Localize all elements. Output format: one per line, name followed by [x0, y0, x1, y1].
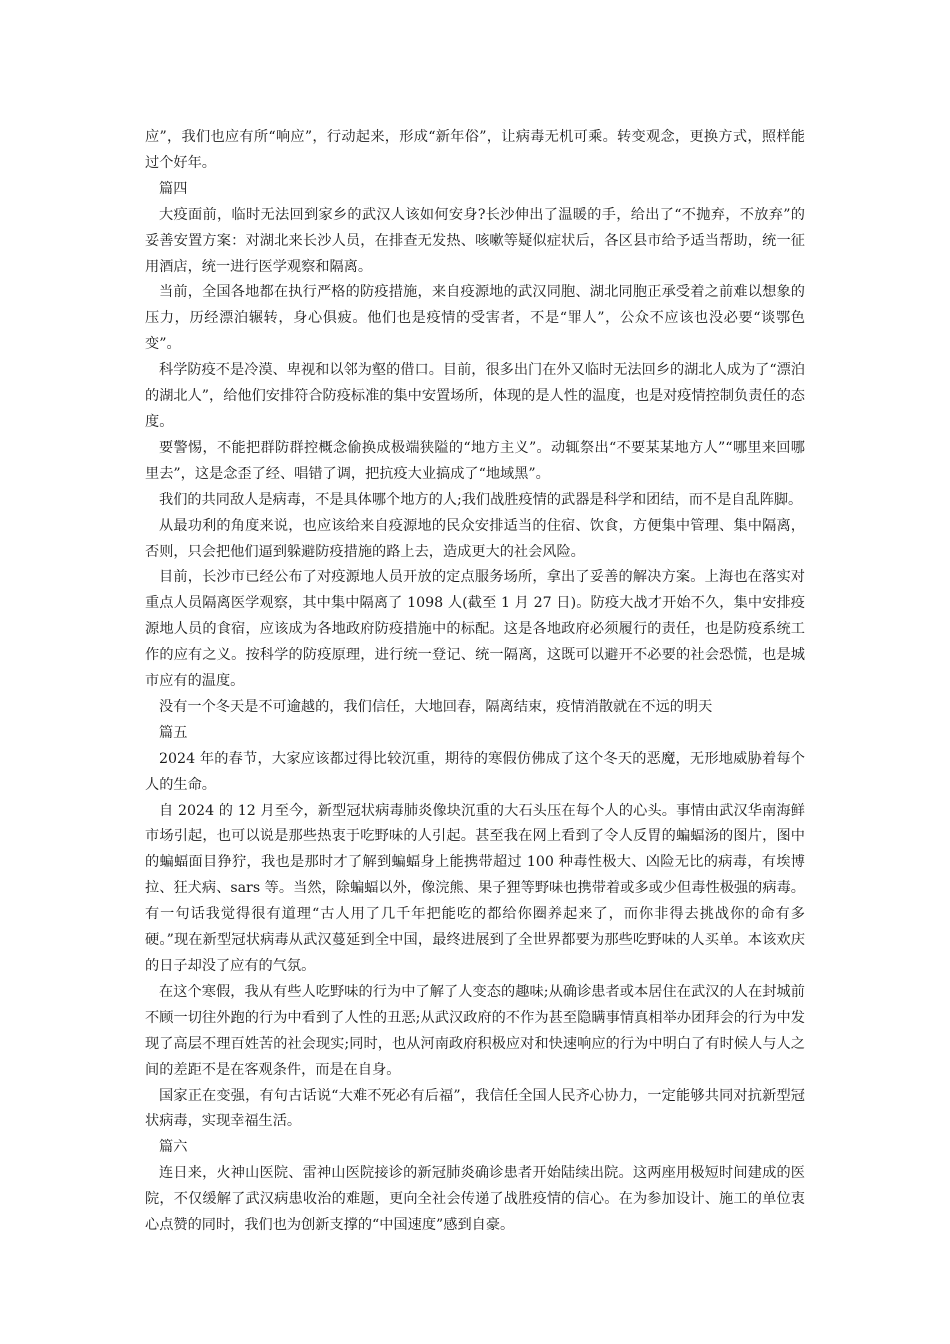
paragraph: 要警惕，不能把群防群控概念偷换成极端狭隘的“地方主义”。动辄祭出“不要某某地方人”“哪里来回哪里去”，这是念歪了经、唱错了调，把抗疫大业搞成了“地域黑”。	[145, 439, 805, 482]
paragraph: 国家正在变强，有句古话说“大难不死必有后福”，我信任全国人民齐心协力，一定能够共同对抗新型冠状病毒，实现幸福生活。	[145, 1087, 805, 1130]
paragraph-continued: 应”，我们也应有所“响应”，行动起来，形成“新年俗”，让病毒无机可乘。转变观念，更换方式，照样能过个好年。	[145, 129, 805, 171]
section-heading-6: 篇六	[159, 1139, 188, 1156]
paragraph: 2024 年的春节，大家应该都过得比较沉重，期待的寒假仿佛成了这个冬天的恶魔，无形地威胁着每个人的生命。	[145, 750, 805, 793]
document-page	[145, 125, 805, 1239]
section-heading-4: 篇四	[159, 180, 188, 197]
paragraph: 科学防疫不是冷漠、卑视和以邻为壑的借口。目前，很多出门在外又临时无法回乡的湖北人成为了“漂泊的湖北人”，给他们安排符合防疫标准的集中安置场所，体现的是人性的温度，也是对疫情控制负责任的态度。	[145, 362, 805, 430]
paragraph: 没有一个冬天是不可逾越的，我们信任，大地回春，隔离结束，疫情消散就在不远的明天	[159, 698, 713, 715]
paragraph: 大疫面前，临时无法回到家乡的武汉人该如何安身?长沙伸出了温暖的手，给出了“不抛弃，不放弃”的妥善安置方案：对湖北来长沙人员，在排查无发热、咳嗽等疑似症状后，各区县市给予适当帮助，统一征用酒店，统一进行医学观察和隔离。	[145, 206, 805, 275]
paragraph: 我们的共同敌人是病毒，不是具体哪个地方的人;我们战胜疫情的武器是科学和团结，而不是自乱阵脚。	[159, 491, 803, 508]
paragraph: 目前，长沙市已经公布了对疫源地人员开放的定点服务场所，拿出了妥善的解决方案。上海也在落实对重点人员隔离医学观察，其中集中隔离了 1098 人(截至 1 月 27 日)。防疫大战才开始不久，集中安排疫源地人员的食宿，应该成为各地政府防疫措施中的标配。这是各地政府必须履行的责任，也是防疫系统工作的应有之义。按科学的防疫原理，进行统一登记、统一隔离，这既可以避开不必要的社会恐慌，也是城市应有的温度。	[145, 569, 805, 690]
paragraph: 连日来，火神山医院、雷神山医院接诊的新冠肺炎确诊患者开始陆续出院。这两座用极短时间建成的医院，不仅缓解了武汉病患收治的难题，更向全社会传递了战胜疫情的信心。在为参加设计、施工的单位衷心点赞的同时，我们也为创新支撑的“中国速度”感到自豪。	[145, 1165, 805, 1234]
section-heading-5: 篇五	[159, 724, 188, 741]
paragraph: 在这个寒假，我从有些人吃野味的行为中了解了人变态的趣味;从确诊患者或本居住在武汉的人在封城前不顾一切往外跑的行为中看到了人性的丑恶;从武汉政府的不作为甚至隐瞒事情真相举办团拜会的行为中发现了高层不理百姓苦的社会现实;同时，也从河南政府积极应对和快速响应的行为中明白了有时候人与人之间的差距不是在客观条件，而是在自身。	[145, 983, 805, 1078]
paragraph: 从最功利的角度来说，也应该给来自疫源地的民众安排适当的住宿、饮食，方便集中管理、集中隔离，否则，只会把他们逼到躲避防疫措施的路上去，造成更大的社会风险。	[145, 517, 805, 560]
paragraph: 自 2024 的 12 月至今，新型冠状病毒肺炎像块沉重的大石头压在每个人的心头。事情由武汉华南海鲜市场引起，也可以说是那些热衷于吃野味的人引起。甚至我在网上看到了令人反胃的蝙蝠汤的图片，图中的蝙蝠面目狰狞，我也是那时才了解到蝙蝠身上能携带超过 100 种毒性极大、凶险无比的病毒，有埃博拉、狂犬病、sars 等。当然，除蝙蝠以外，像浣熊、果子狸等野味也携带着或多或少但毒性极强的病毒。有一句话我觉得很有道理“古人用了几千年把能吃的都给你圈养起来了，而你非得去挑战你的命有多硬。”现在新型冠状病毒从武汉蔓延到全中国，最终进展到了全世界都要为那些吃野味的人买单。本该欢庆的日子却没了应有的气氛。	[145, 802, 805, 974]
paragraph: 当前，全国各地都在执行严格的防疫措施，来自疫源地的武汉同胞、湖北同胞正承受着之前难以想象的压力，历经漂泊辗转，身心俱疲。他们也是疫情的受害者，不是“罪人”，公众不应该也没必要“谈鄂色变”。	[145, 284, 805, 353]
